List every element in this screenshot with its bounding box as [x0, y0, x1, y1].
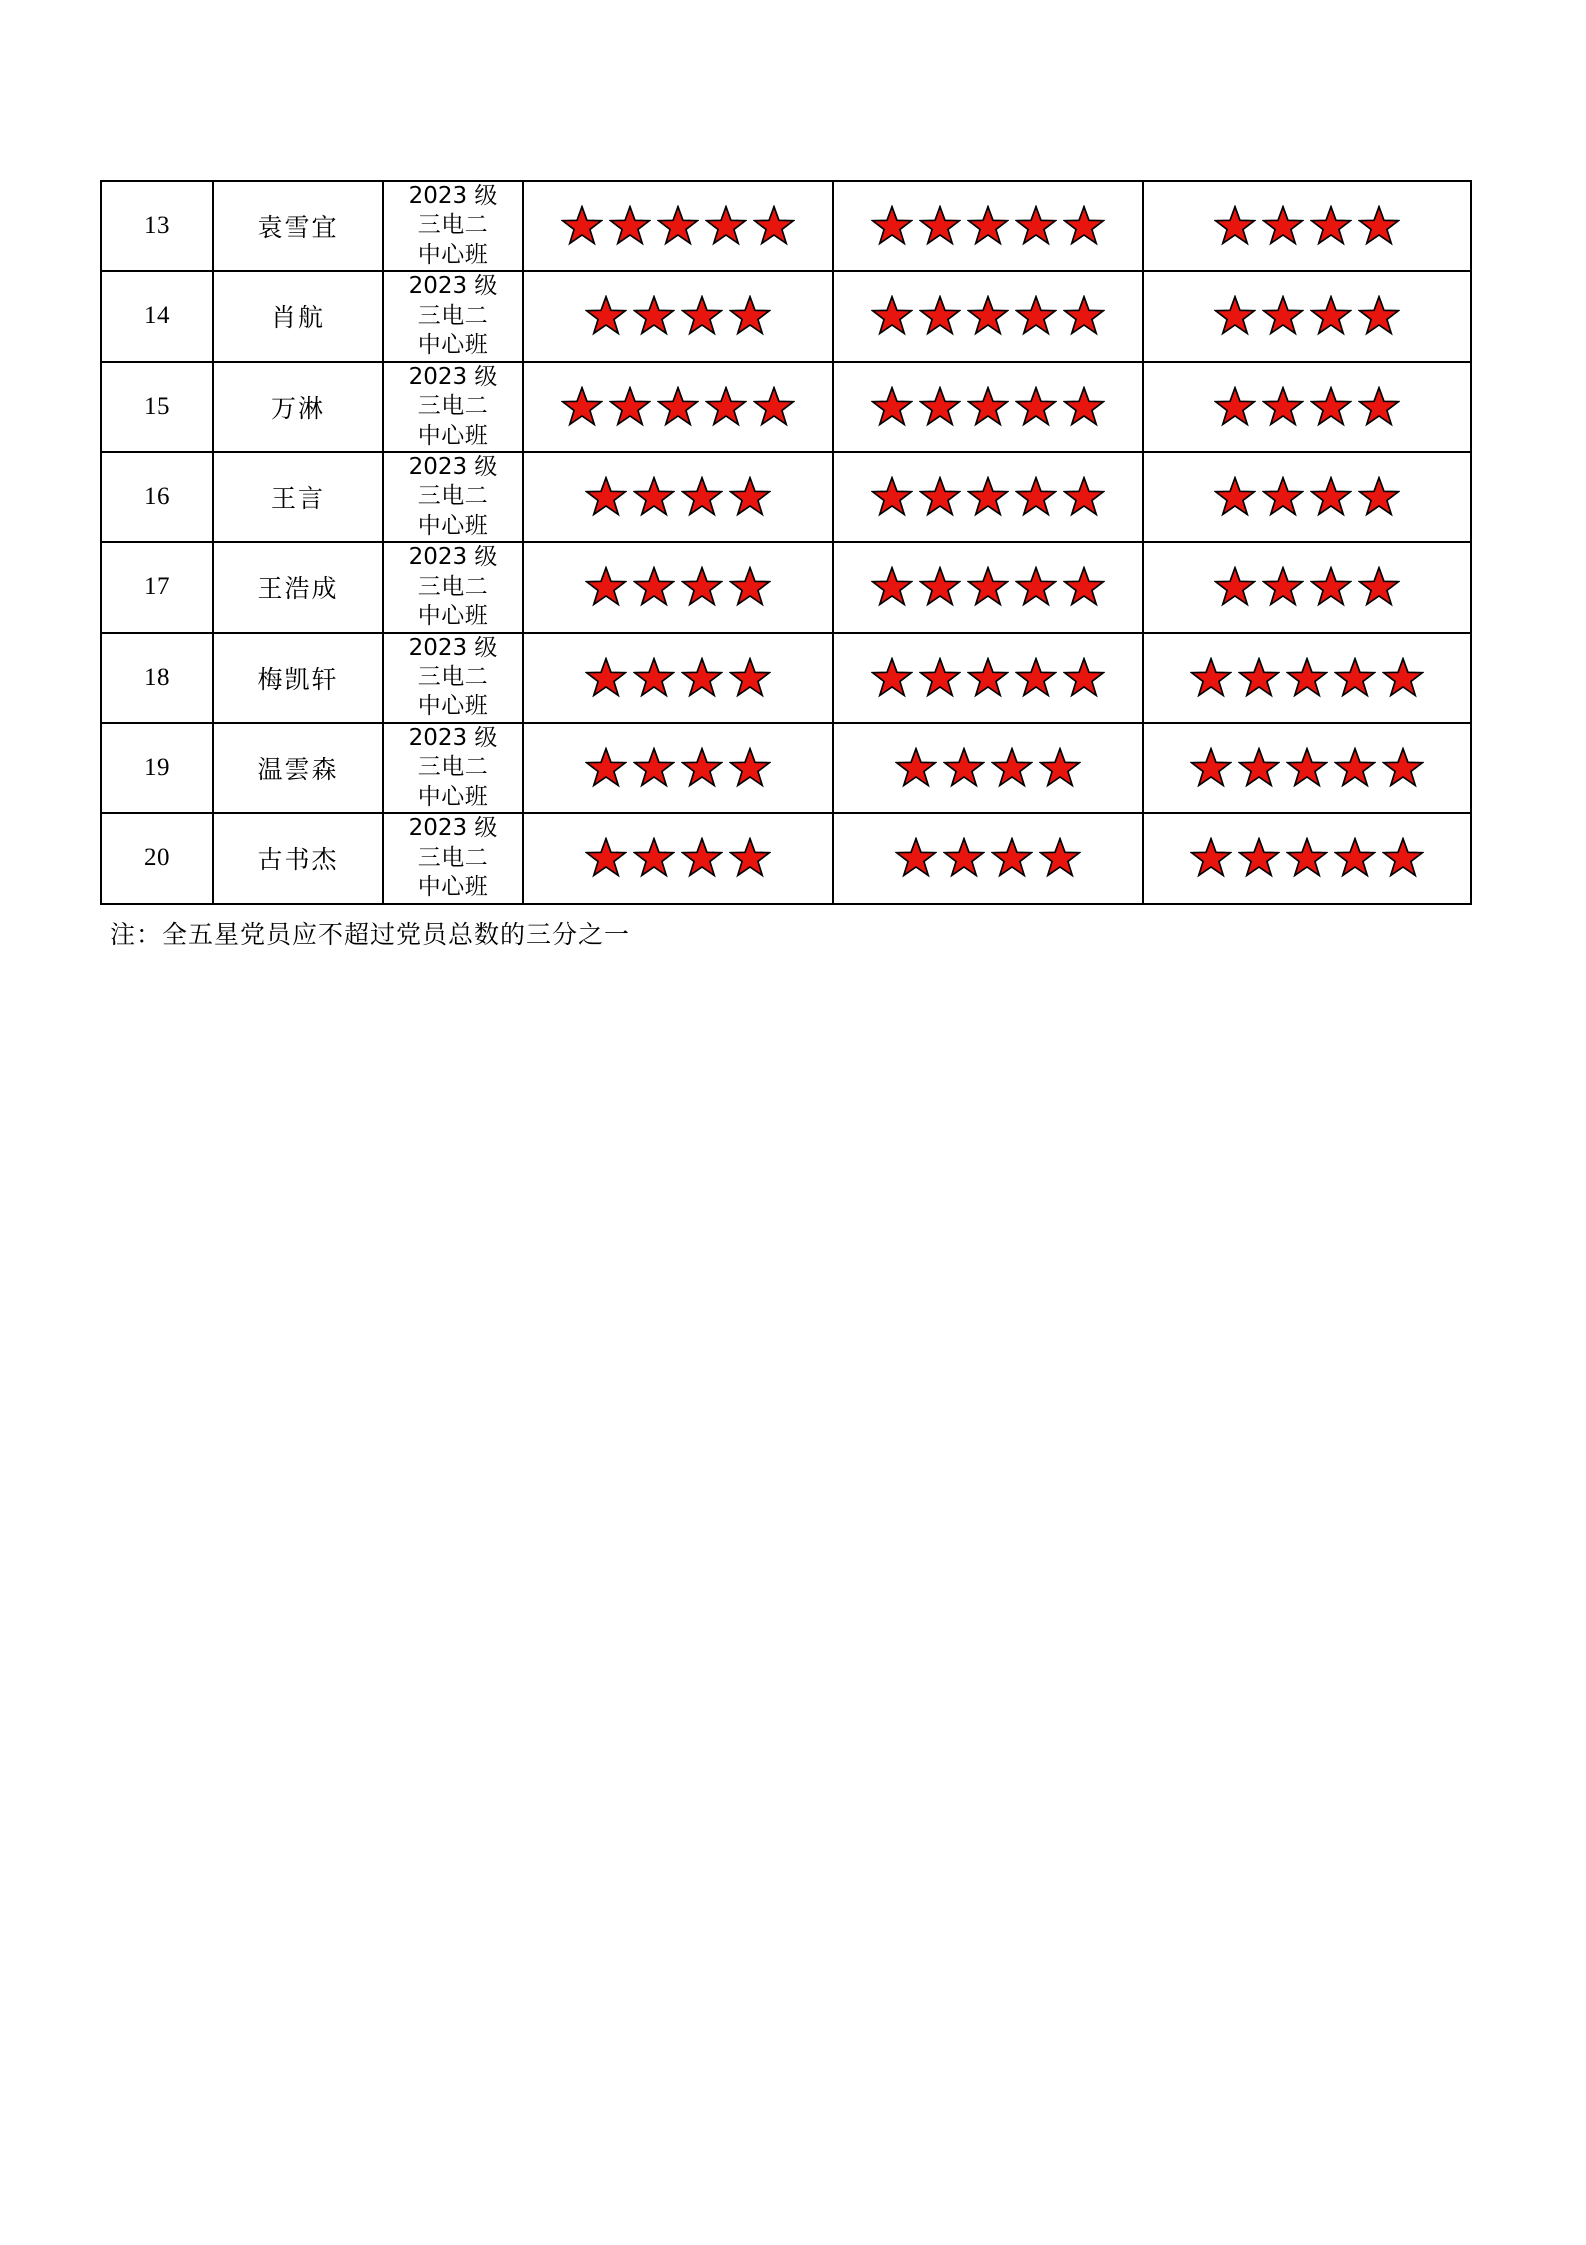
star-icon: [1214, 476, 1256, 518]
star-icon: [1286, 837, 1328, 879]
star-icon: [967, 295, 1009, 337]
star-rating-cell: [523, 723, 833, 813]
star-icon: [633, 566, 675, 608]
star-icon: [1063, 476, 1105, 518]
member-name-cell: 温雲森: [213, 723, 383, 813]
star-rating-cell: [1143, 362, 1471, 452]
star-icon: [919, 566, 961, 608]
star-icon: [1039, 747, 1081, 789]
star-rating-group: [1144, 285, 1470, 347]
star-icon: [1310, 476, 1352, 518]
star-icon: [1262, 386, 1304, 428]
class-line: 中心班: [417, 512, 489, 539]
row-index-cell: 18: [101, 633, 213, 723]
row-index-cell: 19: [101, 723, 213, 813]
class-name-cell: [383, 813, 523, 903]
star-icon: [871, 295, 913, 337]
star-icon: [895, 747, 937, 789]
star-icon: [1358, 295, 1400, 337]
star-icon: [753, 205, 795, 247]
star-icon: [1334, 837, 1376, 879]
star-icon: [1015, 205, 1057, 247]
star-icon: [633, 476, 675, 518]
table-row: [101, 813, 1471, 903]
class-line: 三电二: [417, 393, 489, 420]
class-line: 中心班: [417, 874, 489, 901]
class-line: 中心班: [417, 332, 489, 359]
star-icon: [1286, 747, 1328, 789]
star-icon: [1238, 837, 1280, 879]
star-icon: [1358, 566, 1400, 608]
class-line: 2023 级: [408, 544, 498, 571]
star-icon: [895, 837, 937, 879]
document-body: [100, 180, 1470, 951]
star-icon: [1262, 566, 1304, 608]
class-line: 2023 级: [408, 724, 498, 751]
class-line: 三电二: [417, 664, 489, 690]
member-name-cell: 古书杰: [213, 813, 383, 903]
class-line: 三电二: [417, 483, 489, 510]
star-icon: [1262, 476, 1304, 518]
star-rating-group: [524, 466, 832, 528]
star-icon: [633, 657, 675, 699]
star-rating-cell: [1143, 813, 1471, 903]
star-rating-cell: [523, 542, 833, 632]
class-name-cell: [383, 181, 523, 271]
star-icon: [967, 566, 1009, 608]
star-rating-cell: [833, 181, 1143, 271]
star-icon: [1310, 205, 1352, 247]
star-icon: [1214, 205, 1256, 247]
class-line: 三电二: [417, 212, 489, 239]
star-icon: [1015, 295, 1057, 337]
star-rating-cell: [833, 452, 1143, 542]
row-index-cell: 20: [101, 813, 213, 903]
star-icon: [1015, 566, 1057, 608]
star-rating-cell: [1143, 542, 1471, 632]
star-icon: [991, 837, 1033, 879]
star-rating-group: [834, 195, 1142, 257]
member-name-cell: 袁雪宜: [213, 181, 383, 271]
star-icon: [729, 747, 771, 789]
class-name-cell: [383, 362, 523, 452]
star-icon: [1358, 205, 1400, 247]
star-rating-cell: [1143, 452, 1471, 542]
star-icon: [1310, 566, 1352, 608]
star-icon: [1063, 386, 1105, 428]
class-line: 三电二: [417, 302, 489, 329]
star-rating-cell: [523, 633, 833, 723]
star-icon: [1238, 657, 1280, 699]
star-rating-group: [834, 827, 1142, 889]
star-rating-group: [834, 376, 1142, 438]
star-icon: [943, 747, 985, 789]
star-rating-group: [524, 647, 832, 709]
star-icon: [1262, 205, 1304, 247]
table-body: [101, 181, 1471, 904]
class-line: 2023 级: [408, 363, 498, 390]
class-name-cell: [383, 723, 523, 813]
star-icon: [681, 657, 723, 699]
star-rating-cell: [523, 271, 833, 361]
star-icon: [729, 566, 771, 608]
class-name-cell: [383, 542, 523, 632]
star-rating-cell: [523, 813, 833, 903]
star-icon: [585, 837, 627, 879]
star-icon: [657, 205, 699, 247]
star-icon: [919, 476, 961, 518]
class-line: 2023 级: [408, 815, 498, 842]
star-icon: [681, 566, 723, 608]
star-rating-cell: [833, 542, 1143, 632]
star-icon: [1382, 657, 1424, 699]
table-row: [101, 362, 1471, 452]
star-rating-group: [524, 737, 832, 799]
star-icon: [1063, 205, 1105, 247]
star-icon: [609, 386, 651, 428]
star-icon: [1063, 566, 1105, 608]
star-icon: [991, 747, 1033, 789]
star-icon: [919, 657, 961, 699]
class-name-cell: [383, 633, 523, 723]
star-icon: [1310, 386, 1352, 428]
star-rating-group: [1144, 466, 1470, 528]
star-rating-cell: [1143, 181, 1471, 271]
row-index-cell: 13: [101, 181, 213, 271]
star-icon: [1190, 837, 1232, 879]
member-name-cell: 万淋: [213, 362, 383, 452]
star-rating-group: [834, 647, 1142, 709]
class-line: 中心班: [417, 241, 489, 268]
star-icon: [729, 837, 771, 879]
star-icon: [871, 657, 913, 699]
star-icon: [1286, 657, 1328, 699]
star-icon: [681, 837, 723, 879]
class-line: 2023 级: [408, 634, 498, 661]
star-rating-group: [524, 195, 832, 257]
star-icon: [1382, 747, 1424, 789]
class-line: 中心班: [417, 693, 489, 720]
star-rating-group: [524, 285, 832, 347]
star-icon: [1015, 386, 1057, 428]
star-rating-group: [1144, 556, 1470, 618]
star-rating-group: [1144, 647, 1470, 709]
star-rating-group: [834, 285, 1142, 347]
star-icon: [705, 205, 747, 247]
star-icon: [919, 386, 961, 428]
star-icon: [1334, 747, 1376, 789]
row-index-cell: 14: [101, 271, 213, 361]
star-icon: [1334, 657, 1376, 699]
star-icon: [1015, 476, 1057, 518]
star-rating-group: [1144, 376, 1470, 438]
class-line: 中心班: [417, 422, 489, 449]
table-row: [101, 542, 1471, 632]
star-icon: [633, 747, 675, 789]
star-rating-group: [1144, 195, 1470, 257]
table-footnote: 注：全五星党员应不超过党员总数的三分之一: [110, 919, 631, 949]
star-icon: [633, 837, 675, 879]
star-icon: [1358, 476, 1400, 518]
class-line: 中心班: [417, 603, 489, 630]
class-line: 三电二: [417, 754, 489, 781]
star-rating-group: [834, 466, 1142, 528]
star-icon: [1015, 657, 1057, 699]
class-line: 三电二: [417, 844, 489, 871]
star-rating-cell: [523, 181, 833, 271]
star-icon: [1358, 386, 1400, 428]
star-icon: [729, 657, 771, 699]
star-rating-cell: [833, 362, 1143, 452]
class-line: 2023 级: [408, 183, 498, 209]
star-icon: [753, 386, 795, 428]
member-name-cell: 王言: [213, 452, 383, 542]
star-icon: [729, 295, 771, 337]
table-row: [101, 633, 1471, 723]
star-icon: [967, 205, 1009, 247]
star-icon: [943, 837, 985, 879]
star-icon: [585, 747, 627, 789]
table-row: [101, 271, 1471, 361]
table-row: [101, 723, 1471, 813]
star-rating-cell: [1143, 723, 1471, 813]
star-icon: [1190, 657, 1232, 699]
star-icon: [585, 566, 627, 608]
star-icon: [919, 295, 961, 337]
star-rating-cell: [833, 633, 1143, 723]
star-rating-group: [834, 556, 1142, 618]
star-icon: [967, 386, 1009, 428]
star-icon: [1039, 837, 1081, 879]
star-icon: [1214, 295, 1256, 337]
row-index-cell: 17: [101, 542, 213, 632]
class-line: 2023 级: [408, 273, 498, 300]
star-rating-cell: [833, 271, 1143, 361]
star-icon: [681, 295, 723, 337]
member-name-cell: 肖航: [213, 271, 383, 361]
row-index-cell: 15: [101, 362, 213, 452]
star-icon: [871, 386, 913, 428]
star-rating-group: [524, 376, 832, 438]
star-rating-group: [834, 737, 1142, 799]
row-index-cell: 16: [101, 452, 213, 542]
star-icon: [585, 657, 627, 699]
table-row: [101, 452, 1471, 542]
member-name-cell: 王浩成: [213, 542, 383, 632]
star-rating-cell: [1143, 271, 1471, 361]
star-icon: [585, 295, 627, 337]
star-rating-group: [1144, 827, 1470, 889]
star-icon: [967, 476, 1009, 518]
star-rating-cell: [1143, 633, 1471, 723]
star-icon: [1190, 747, 1232, 789]
star-rating-cell: [523, 452, 833, 542]
star-rating-group: [524, 556, 832, 618]
class-name-cell: [383, 271, 523, 361]
star-icon: [561, 205, 603, 247]
table-row: [101, 181, 1471, 271]
member-name-cell: 梅凯轩: [213, 633, 383, 723]
star-icon: [729, 476, 771, 518]
star-icon: [1063, 657, 1105, 699]
star-icon: [633, 295, 675, 337]
star-icon: [1214, 566, 1256, 608]
star-icon: [657, 386, 699, 428]
star-icon: [1063, 295, 1105, 337]
class-line: 中心班: [417, 783, 489, 810]
star-icon: [1310, 295, 1352, 337]
star-icon: [1214, 386, 1256, 428]
star-icon: [871, 566, 913, 608]
star-icon: [705, 386, 747, 428]
star-icon: [609, 205, 651, 247]
star-icon: [561, 386, 603, 428]
star-rating-cell: [523, 362, 833, 452]
star-icon: [1382, 837, 1424, 879]
party-member-star-rating-table: [100, 180, 1472, 905]
star-rating-cell: [833, 813, 1143, 903]
star-icon: [585, 476, 627, 518]
star-rating-group: [1144, 737, 1470, 799]
class-line: 2023 级: [408, 453, 498, 480]
star-icon: [681, 747, 723, 789]
star-rating-cell: [833, 723, 1143, 813]
star-icon: [967, 657, 1009, 699]
star-icon: [681, 476, 723, 518]
star-icon: [871, 476, 913, 518]
class-line: 三电二: [417, 573, 489, 600]
star-icon: [871, 205, 913, 247]
star-icon: [1238, 747, 1280, 789]
star-icon: [919, 205, 961, 247]
class-name-cell: [383, 452, 523, 542]
star-rating-group: [524, 827, 832, 889]
star-icon: [1262, 295, 1304, 337]
